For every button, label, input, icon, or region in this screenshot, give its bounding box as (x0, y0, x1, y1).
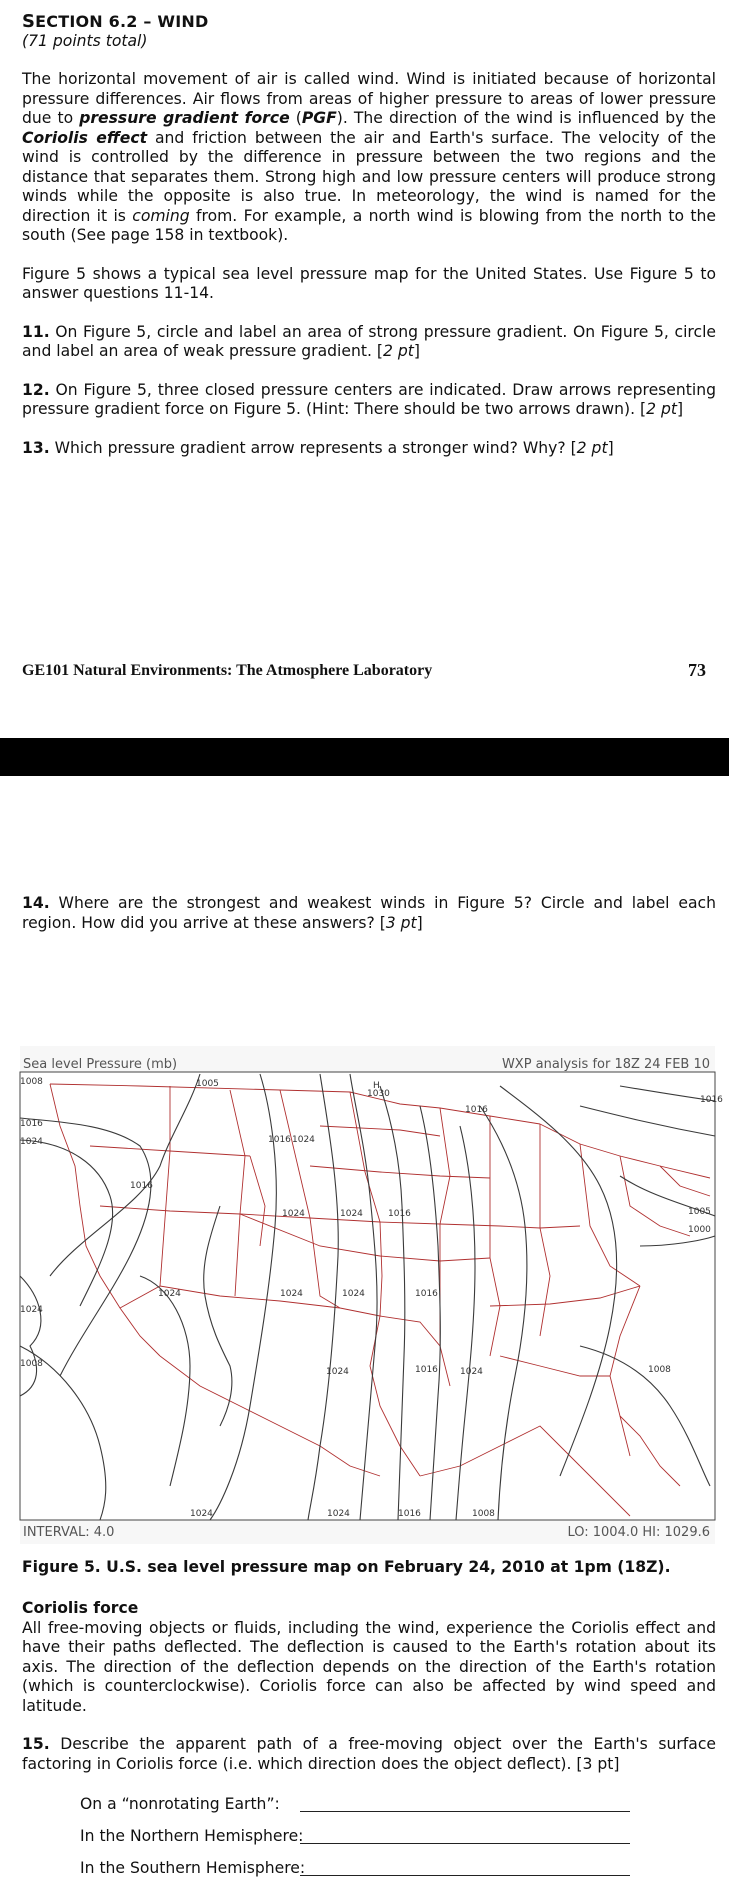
q13-points: 2 pt (576, 438, 608, 457)
q13-number: 13. (22, 438, 50, 457)
question-14-block (22, 894, 716, 933)
page-73-content (22, 12, 716, 458)
blank-southern (58, 1859, 698, 1891)
q14-bracket: ] (416, 913, 423, 932)
label-1016-f: 1016 (415, 1365, 438, 1375)
q14-number: 14. (22, 894, 50, 912)
label-1005-b: 1005 (688, 1207, 711, 1217)
label-edge-d: 1016 (700, 1095, 723, 1105)
page-footer (22, 661, 706, 681)
intro-text-b: ( (289, 109, 302, 127)
question-14 (22, 894, 716, 933)
page-number: 73 (688, 660, 706, 680)
blank-label-nonrotating: On a “nonrotating Earth”: (80, 1795, 280, 1813)
label-1000: 1000 (688, 1225, 711, 1235)
label-1016-a: 1016 (268, 1135, 291, 1145)
answer-line-southern[interactable] (300, 1875, 630, 1876)
map-lo-hi: LO: 1004.0 HI: 1029.6 (567, 1525, 710, 1540)
q11-bracket: ] (413, 342, 420, 360)
map-frame (20, 1072, 715, 1520)
label-1016-c: 1016 (388, 1209, 411, 1219)
figure-intro-paragraph: Figure 5 shows a typical sea level pressure map for the United States. Use Figure 5 to answer questions 11-14. (22, 264, 716, 302)
q14-text: Where are the strongest and weakest winds in Figure 5? Circle and label each region. How did you arrive at these answers? [ (22, 894, 716, 932)
section-points: (71 points total) (22, 31, 148, 50)
section-title: ECTION 6.2 – WIND (35, 12, 209, 31)
label-1024-k: 1024 (327, 1509, 350, 1519)
term-coriolis: Coriolis effect (22, 128, 148, 147)
term-pgf: pressure gradient force (79, 109, 290, 127)
label-1024-h: 1008 (20, 1359, 43, 1369)
pressure-map (20, 1046, 723, 1544)
term-coming: coming (132, 206, 190, 225)
q12-text: On Figure 5, three closed pressure centers are indicated. Draw arrows representing pressure gradient force on Figure 5. (Hint: There should be two arrows drawn). [ (22, 380, 716, 418)
q13-text: Which pressure gradient arrow represents a stronger wind? Why? [ (49, 438, 577, 457)
label-1024-g: 1024 (20, 1305, 43, 1315)
blank-label-northern: In the Northern Hemisphere: (80, 1827, 304, 1845)
label-1024-j: 1024 (190, 1509, 213, 1519)
label-edge-c: 1024 (20, 1137, 43, 1147)
q11-text: On Figure 5, circle and label an area of strong pressure gradient. On Figure 5, circle and label an area of weak pressure gradient. [ (22, 322, 716, 360)
label-1030: 1030 (367, 1089, 390, 1099)
label-1005-a: 1005 (196, 1079, 219, 1089)
label-1024-b: 1024 (282, 1209, 305, 1219)
q15-number: 15. (22, 1735, 50, 1753)
pressure-map-svg (20, 1046, 723, 1544)
question-13 (22, 439, 716, 459)
label-1024-d: 1024 (158, 1289, 181, 1299)
section-heading (22, 12, 716, 32)
coriolis-section (22, 1599, 716, 1774)
q14-points: 3 pt (385, 913, 417, 932)
q12-bracket: ] (676, 400, 684, 418)
figure-caption: Figure 5. U.S. sea level pressure map on February 24, 2010 at 1pm (18Z). (22, 1558, 671, 1576)
q15-text: Describe the apparent path of a free-moving object over the Earth's surface factoring in Coriolis force (i.e. which direction does the object deflect). [3 pt] (22, 1735, 716, 1773)
section-prefix: S (22, 11, 36, 32)
label-edge-e: 1024 (460, 1367, 483, 1377)
q11-points: 2 pt (382, 342, 414, 360)
question-12 (22, 381, 716, 420)
blank-northern (58, 1827, 698, 1859)
coriolis-paragraph: All free-moving objects or fluids, including the wind, experience the Coriolis effect and have their paths deflected. The deflection is caused to the Earth's rotation about its axis. The direction of the deflection depends on the direction of the Earth's rotation (which is counterclockwise). Coriolis force can also be affected by wind speed and latitude. (22, 1618, 716, 1715)
map-title-left: Sea level Pressure (mb) (23, 1057, 178, 1072)
answer-line-nonrotating[interactable] (300, 1811, 630, 1812)
q12-points: 2 pt (646, 400, 677, 418)
label-1024-a: 1024 (292, 1135, 315, 1145)
label-edge-b: 1016 (20, 1119, 43, 1129)
label-1008-b: 1008 (472, 1509, 495, 1519)
label-1024-c: 1024 (340, 1209, 363, 1219)
map-interval: INTERVAL: 4.0 (23, 1525, 115, 1540)
coriolis-heading: Coriolis force (22, 1599, 139, 1617)
page-73 (0, 0, 729, 738)
intro-text-e: from. For example, a north wind is blowing from the north to the south (See page 158 in textbook). (22, 206, 716, 244)
course-title: GE101 Natural Environments: The Atmosphere Laboratory (22, 662, 433, 679)
map-title-right: WXP analysis for 18Z 24 FEB 10 (501, 1057, 710, 1072)
label-1008-a: 1008 (648, 1365, 671, 1375)
intro-text-a: The horizontal movement of air is called wind. Wind is initiated because of horizontal pressure differences. Air flows from areas of higher pressure to areas of lower pressure due to (22, 70, 716, 127)
term-pgf-abbr: PGF (301, 109, 337, 127)
q15-answer-blanks (58, 1795, 698, 1891)
label-edge-a: 1008 (20, 1077, 43, 1087)
label-1024-e: 1024 (280, 1289, 303, 1299)
label-1024-i: 1024 (326, 1367, 349, 1377)
blank-label-southern: In the Southern Hemisphere: (80, 1859, 306, 1877)
answer-line-northern[interactable] (300, 1843, 630, 1844)
question-15 (22, 1735, 716, 1774)
label-1016-g: 1016 (398, 1509, 421, 1519)
q13-bracket: ] (607, 438, 614, 457)
blank-nonrotating (58, 1795, 698, 1827)
intro-text-d: and friction between the air and Earth's surface. The velocity of the wind is controlled by the difference in pressure between the two regions and the distance that separates them. Strong high and low pressure centers will produce strong winds while the opposite is also true. In meteorology, the wind is named for the direction it is (22, 128, 716, 225)
label-1016-b: 1016 (465, 1105, 488, 1115)
question-11 (22, 323, 716, 362)
intro-paragraph (22, 70, 716, 246)
label-1016-d: 1016 (130, 1181, 153, 1191)
page-74 (0, 776, 729, 1904)
label-1016-e: 1016 (415, 1289, 438, 1299)
high-marker: H (373, 1081, 380, 1091)
intro-text-c: ). The direction of the wind is influenced by the (336, 109, 716, 127)
page-separator (0, 738, 729, 776)
label-1024-f: 1024 (342, 1289, 365, 1299)
q12-number: 12. (22, 380, 50, 399)
q11-number: 11. (22, 322, 50, 341)
